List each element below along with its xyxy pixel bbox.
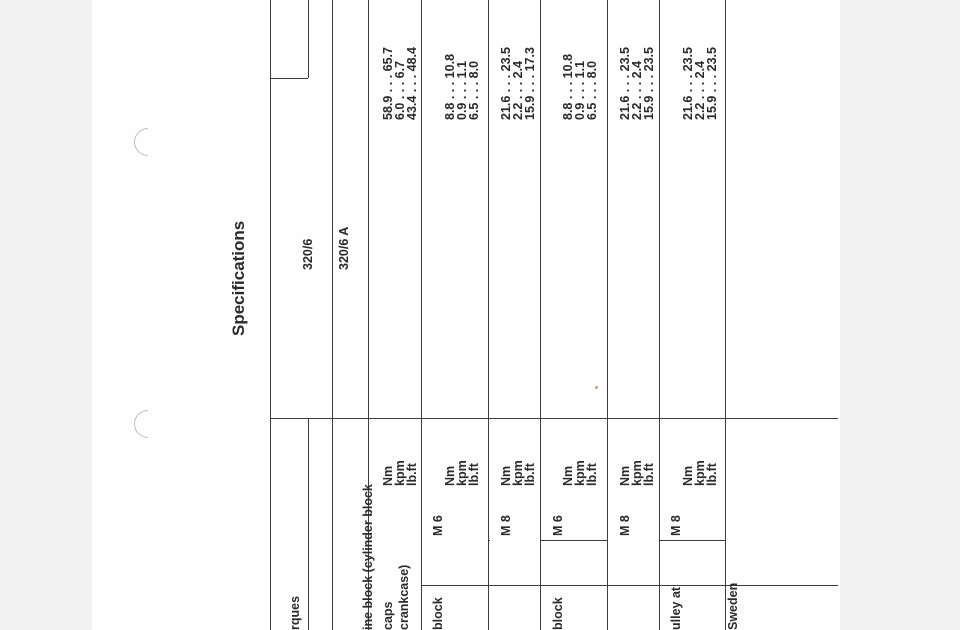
row-values-1 [444,54,480,120]
row-thread-3 [552,515,564,536]
value-range: 8.8 . . . 10.8 [443,53,457,120]
value-range: 15.9 . . . 17.3 [523,47,537,120]
unit-label: kpm [693,460,707,486]
value-range: 2.2 . . . 2.4 [630,60,644,120]
model-anchor [278,226,351,312]
rule-row-4-v [607,0,608,630]
rule-thread-m8-b [659,540,726,541]
rule-model-header [308,0,309,78]
unit-label: Nm [381,465,395,486]
page-title: Specifications [229,220,248,336]
value-range: 0.9 . . . 1.1 [455,60,469,120]
value-range: 21.6 . . . 23.5 [499,47,513,120]
model-line-1: 320/6 [301,238,315,270]
row-values-2 [500,47,536,120]
rule-label-values [368,418,838,419]
unit-label: lb.ft [705,463,719,486]
unit-label: Nm [561,465,575,486]
unit-label: kpm [573,460,587,486]
unit-label: kpm [630,460,644,486]
row-label-5 [670,587,682,630]
rule-model-top [270,78,308,79]
row-units-2 [500,460,536,486]
rule-row-3-v [540,0,541,630]
row-label-3 [552,597,564,630]
rule-section [332,0,333,630]
rule-row-6-v [725,0,726,630]
punch-hole-bottom [128,404,168,444]
document-page [92,0,840,630]
row-thread-5 [670,515,682,536]
unit-label: Nm [499,465,513,486]
rule-thread-m8-a [540,540,608,541]
value-range: 58.9 . . . 65.7 [381,47,395,120]
value-range: 2.2 . . . 2.4 [511,60,525,120]
unit-label: lb.ft [467,463,481,486]
thread-size: M 6 [431,515,445,536]
value-range: 43.4 . . . 48.4 [405,47,419,120]
row-values-4 [619,47,655,120]
model-header [278,227,374,270]
paper-speck [595,386,598,389]
row-values-5 [682,47,718,120]
rule-model-header-lower [308,418,309,630]
row-thread-1 [432,515,444,536]
thread-size: M 6 [551,515,565,536]
row-values-3 [562,54,598,120]
value-range: 0.9 . . . 1.1 [573,60,587,120]
unit-label: Nm [443,465,457,486]
value-range: 15.9 . . . 23.5 [642,47,656,120]
value-range: 21.6 . . . 23.5 [681,47,695,120]
row-values-0 [382,47,418,120]
rule-row-2-v [488,0,489,630]
value-range: 8.8 . . . 10.8 [561,53,575,120]
punch-hole-top [128,122,168,162]
row-label: ulley at [669,586,683,630]
section-heading: rques [288,595,302,630]
rule-row-5-v [659,0,660,630]
value-range: 6.0 . . . 6.7 [393,60,407,120]
unit-label: Nm [681,465,695,486]
footer-text: Sweden [726,582,740,630]
row-label: caps [381,601,395,630]
subsection-line-2: crankcase) [397,564,411,630]
value-range: 21.6 . . . 23.5 [618,47,632,120]
row-units-1 [444,460,480,486]
thread-size: M 8 [669,515,683,536]
thread-size: M 8 [618,515,632,536]
unit-label: kpm [511,460,525,486]
value-range: 2.2 . . . 2.4 [693,60,707,120]
row-units-4 [619,460,655,486]
row-units-3 [562,460,598,486]
unit-label: lb.ft [405,463,419,486]
row-units-5 [682,460,718,486]
row-thread-2 [500,515,512,536]
row-label-0 [382,602,394,630]
row-label-1 [432,597,444,630]
value-range: 6.5 . . . 8.0 [585,60,599,120]
unit-label: Nm [618,465,632,486]
unit-label: lb.ft [585,463,599,486]
rule-left [270,0,271,630]
unit-label: lb.ft [642,463,656,486]
row-label: block [551,597,565,630]
row-label: block [431,597,445,630]
thread-size: M 8 [499,515,513,536]
unit-label: lb.ft [523,463,537,486]
unit-label: kpm [393,460,407,486]
value-range: 15.9 . . . 23.5 [705,47,719,120]
value-range: 6.5 . . . 8.0 [467,60,481,120]
unit-label: kpm [455,460,469,486]
rule-model-bottom [270,418,368,419]
title-anchor [229,220,248,378]
rule-row-1 [422,585,838,586]
model-line-2: 320/6 A [337,226,351,270]
row-units-0 [382,460,418,486]
subsection-line-1: ine block (cylinder block [361,484,375,630]
row-thread-4 [619,515,631,536]
